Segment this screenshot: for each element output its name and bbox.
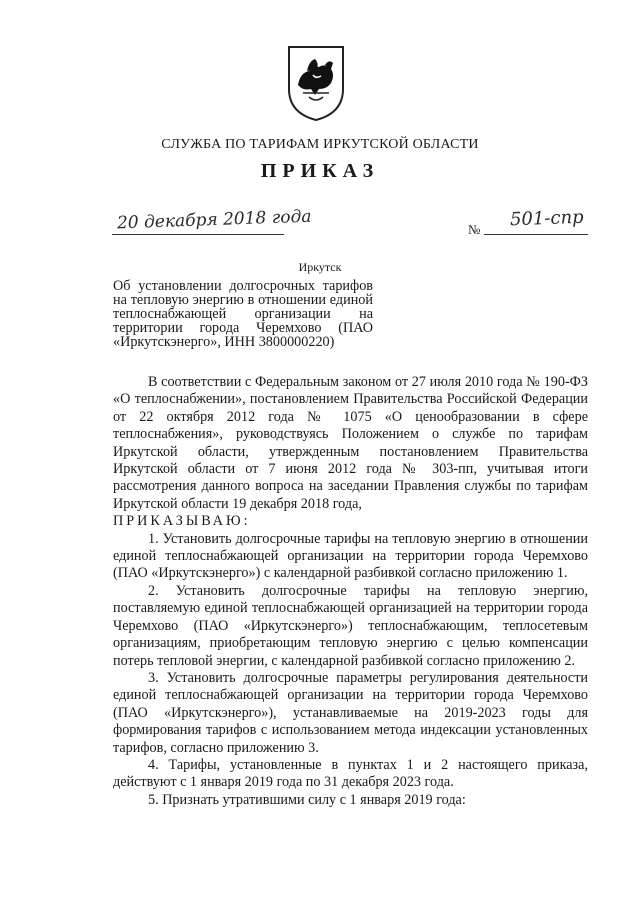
irkutsk-coat-of-arms-emblem: [285, 43, 347, 123]
handwritten-order-number: 501-спр: [509, 206, 584, 231]
preamble-paragraph: В соответствии с Федеральным законом от 27 июля 2010 года № 190-ФЗ «О теплоснабжении», постановлением Правительства Российской Федерации от 22 октября 2012 года № 1075 «О ценообразовании в сфере теплоснабжения», руководствуясь Положением о службе по тарифам Иркутской области, утвержденным постановлением Правительства Иркутской области от 7 июня 2012 года № 303-пп, учитывая итоги рассмотрения данного вопроса на заседании Правления службы по тарифам Иркутской области 19 декабря 2018 года,: [113, 374, 588, 512]
order-item-3: 3. Установить долгосрочные параметры регулирования деятельности единой теплоснабжающей организации на территории города Черемхово (ПАО «Иркутскэнерго»), устанавливаемые на 2019-2023 годы для формирования тарифов с использованием метода индексации установленных тарифов, согласно приложению 3.: [113, 669, 588, 756]
order-word: ПРИКАЗЫВАЮ:: [113, 513, 251, 530]
document-title: ПРИКАЗ: [260, 160, 380, 182]
order-item-5: 5. Признать утратившими силу с 1 января 2019 года:: [148, 791, 466, 808]
city-name: Иркутск: [298, 260, 342, 274]
document-body: [113, 374, 588, 809]
order-subject: Об установлении долгосрочных тарифов на тепловую энергию в отношении единой теплоснабжающей организации на территории города Черемхово (ПАО «Иркутскэнерго», ИНН 3800000220): [113, 278, 373, 350]
order-item-4: 4. Тарифы, установленные в пунктах 1 и 2 настоящего приказа, действуют с 1 января 2019 года по 31 декабря 2023 года.: [113, 756, 588, 791]
issuing-agency: СЛУЖБА ПО ТАРИФАМ ИРКУТСКОЙ ОБЛАСТИ: [161, 137, 479, 152]
handwritten-date: 20 декабря 2018 года: [116, 206, 312, 234]
order-item-1: 1. Установить долгосрочные тарифы на тепловую энергию в отношении единой теплоснабжающей организации на территории города Черемхово (ПАО «Иркутскэнерго») с календарной разбивкой согласно приложению 1.: [113, 530, 588, 582]
order-item-2: 2. Установить долгосрочные тарифы на тепловую энергию, поставляемую единой теплоснабжающей организацией на территории города Черемхово (ПАО «Иркутскэнерго») теплоснабжающим, теплосетевым организациям, приобретающим тепловую энергию с целью компенсации потерь тепловой энергии, с календарной разбивкой согласно приложению 2.: [113, 582, 588, 669]
number-label: №: [468, 222, 481, 237]
